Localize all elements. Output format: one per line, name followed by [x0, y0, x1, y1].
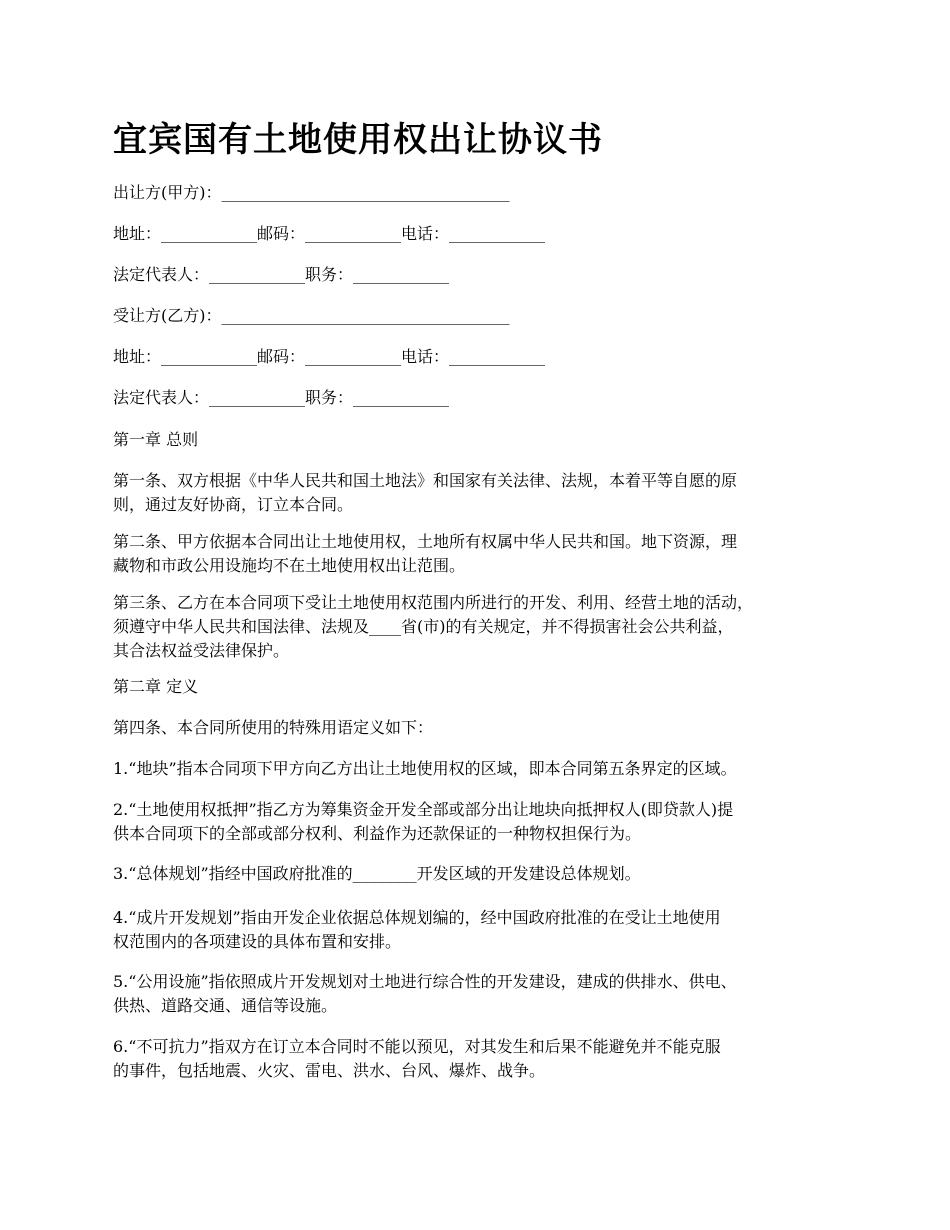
definition-2 — [113, 798, 853, 846]
party-a-address-line: 地址：____________邮码：____________电话：____________ — [113, 224, 546, 243]
article-3-line: 须遵守中华人民共和国法律、法规及____省(市)的有关规定，并不得损害社会公共利益， — [113, 617, 734, 636]
definition-4-line: 4.“成片开发规划”指由开发企业依据总体规划编的，经中国政府批准的在受让土地使用 — [113, 908, 721, 927]
definition-4 — [113, 906, 853, 954]
article-1 — [113, 469, 853, 517]
definition-5-line: 供热、道路交通、通信等设施。 — [113, 996, 338, 1015]
definition-3 — [113, 862, 853, 886]
article-1-line: 则，通过友好协商，订立本合同。 — [113, 495, 354, 514]
party-b-address-line: 地址：____________邮码：____________电话：____________ — [113, 347, 546, 366]
definition-6 — [113, 1035, 853, 1083]
definition-4-line: 权范围内的各项建设的具体布置和安排。 — [113, 932, 402, 951]
document-title: 宜宾国有土地使用权出让协议书 — [113, 120, 603, 160]
party-a-name-line: 出让方(甲方)：____________________________________ — [113, 183, 510, 202]
definition-2-line: 供本合同项下的全部或部分权利、利益作为还款保证的一种物权担保行为。 — [113, 824, 642, 843]
definition-6-line: 6.“不可抗力”指双方在订立本合同时不能以预见，对其发生和后果不能避免并不能克服 — [113, 1037, 721, 1056]
definition-5-line: 5.“公用设施”指依照成片开发规划对土地进行综合性的开发建设，建成的供排水、供电、 — [113, 972, 737, 991]
chapter-2-heading: 第二章 定义 — [113, 677, 199, 696]
chapter-1-heading: 第一章 总则 — [113, 430, 199, 449]
article-4: 第四条、本合同所使用的特殊用语定义如下： — [113, 718, 434, 737]
party-b-representative-line: 法定代表人：____________职务：____________ — [113, 388, 450, 407]
definition-5 — [113, 970, 853, 1018]
definition-1-line: 1.“地块”指本合同项下甲方向乙方出让土地使用权的区域，即本合同第五条界定的区域。 — [113, 759, 737, 778]
party-b-name-line: 受让方(乙方)：____________________________________ — [113, 306, 510, 325]
article-2-line: 第二条、甲方依据本合同出让土地使用权，土地所有权属中华人民共和国。地下资源，理 — [113, 532, 738, 551]
definition-3-line: 3.“总体规划”指经中国政府批准的________开发区域的开发建设总体规划。 — [113, 864, 641, 883]
definition-2-line: 2.“土地使用权抵押”指乙方为筹集资金开发全部或部分出让地块向抵押权人(即贷款人)提 — [113, 800, 734, 819]
definition-1 — [113, 757, 853, 781]
article-3-line: 其合法权益受法律保护。 — [113, 641, 290, 660]
article-3 — [113, 591, 853, 663]
definition-6-line: 的事件，包括地震、火灾、雷电、洪水、台风、爆炸、战争。 — [113, 1061, 546, 1080]
article-2-line: 藏物和市政公用设施均不在土地使用权出让范围。 — [113, 556, 466, 575]
party-a-representative-line: 法定代表人：____________职务：____________ — [113, 265, 450, 284]
article-1-line: 第一条、双方根据《中华人民共和国土地法》和国家有关法律、法规，本着平等自愿的原 — [113, 471, 738, 490]
article-3-line: 第三条、乙方在本合同项下受让土地使用权范围内所进行的开发、利用、经营土地的活动， — [113, 593, 754, 612]
article-2 — [113, 530, 853, 578]
